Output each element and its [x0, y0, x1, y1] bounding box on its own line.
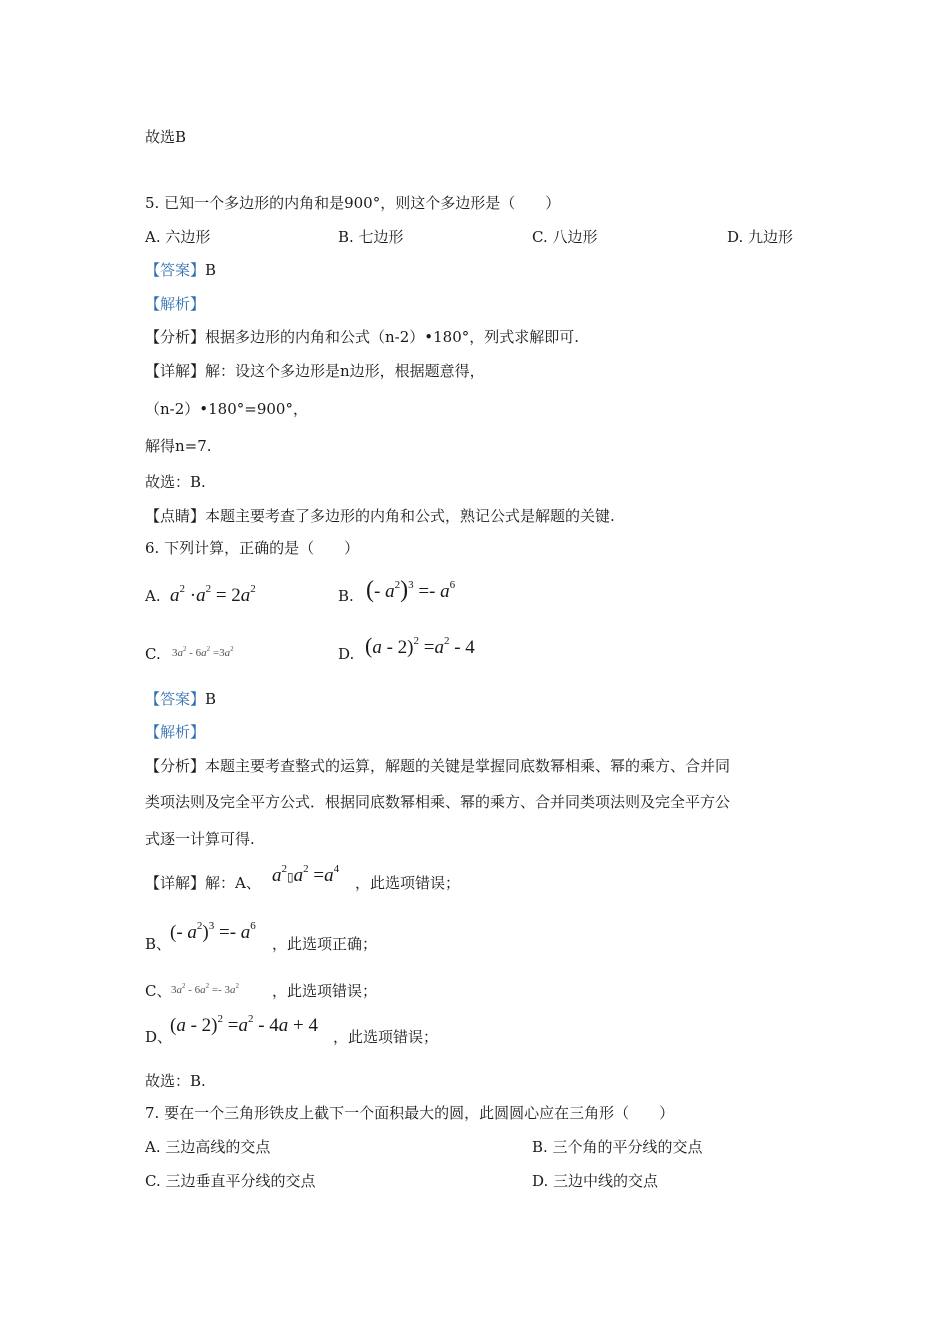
q5-conclusion: 故选：B. — [145, 473, 206, 491]
q6-xiangjie-d-pre: D、 — [145, 1028, 173, 1046]
q6-xiangjie-c-post: ，此选项错误； — [272, 982, 378, 1000]
q6-conclusion: 故选：B. — [145, 1072, 206, 1090]
q5-answer — [145, 260, 216, 280]
q5-dianjing — [145, 506, 615, 526]
q5-question: 5. 已知一个多边形的内角和是900°，则这个多边形是（ ） — [145, 194, 561, 212]
q6-label-c: C. — [145, 645, 161, 663]
q7-option-c: C. 三边垂直平分线的交点 — [145, 1172, 316, 1190]
q7-question: 7. 要在一个三角形铁皮上截下一个面积最大的圆，此圆圆心应在三角形（ ） — [145, 1104, 675, 1122]
q6-option-b-math: (- $a^2)^3 =- a^6$ — [366, 577, 456, 603]
q6-xiangjie-a-post: ，此选项错误； — [355, 874, 461, 892]
q7-option-a: A. 三边高线的交点 — [145, 1138, 271, 1156]
q6-label-d: D. — [338, 645, 355, 663]
q5-option-c: C. 八边形 — [532, 228, 598, 246]
q6-question: 6. 下列计算，正确的是（ ） — [145, 539, 360, 557]
q5-option-b: B. 七边形 — [338, 228, 404, 246]
q6-fenxi-2: 类项法则及完全平方公式．根据同底数幂相乘、幂的乘方、合并同类项法则及完全平方公 — [145, 793, 731, 811]
q5-analysis-tag: 【解析】 — [145, 295, 206, 313]
q6-xiangjie-c-pre: C、 — [145, 982, 172, 1000]
q6-xiangjie-a-math: $a^2▯a^2 =a^4$ — [272, 863, 340, 886]
fenxi-tag: 【分析】 — [145, 328, 206, 346]
q5-option-a: A. 六边形 — [145, 228, 211, 246]
answer-value: B — [205, 690, 217, 708]
q6-xiangjie-b-math: (- $a^2)^3 =- a^6$ — [170, 920, 256, 943]
q7-option-d: D. 三边中线的交点 — [532, 1172, 659, 1190]
q6-xiangjie-d-post: ，此选项错误； — [333, 1028, 439, 1046]
q5-option-d: D. 九边形 — [727, 228, 794, 246]
q6-xiangjie-b-pre: B、 — [145, 935, 172, 953]
q5-xiangjie — [145, 361, 485, 381]
q6-option-c-math: $3a^2 - 6a^2 =3a^2$ — [172, 645, 234, 659]
q6-fenxi-1 — [145, 756, 730, 776]
fenxi-tag: 【分析】 — [145, 757, 206, 775]
dianjing-tag: 【点睛】 — [145, 507, 206, 525]
answer-tag: 【答案】 — [145, 690, 206, 708]
fenxi-text: 根据多边形的内角和公式（n-2）•180°，列式求解即可. — [205, 328, 580, 346]
q5-step2: 解得n=7. — [145, 437, 212, 455]
q5-step1: （n-2）•180°=900°， — [145, 400, 308, 418]
q6-option-d-math: $(a - 2)^2 =a^2 - 4$ — [365, 633, 475, 658]
q6-xiangjie-c-math: $3a^2 - 6a^2 =- 3a^2$ — [171, 982, 240, 996]
q6-xiangjie-d-math: $(a - 2)^2 =a^2 - 4a + 4$ — [170, 1013, 318, 1036]
xiangjie-tag: 【详解】 — [145, 362, 206, 380]
q4-conclusion: 故选B — [145, 128, 187, 146]
q6-xiangjie-b-post: ，此选项正确； — [272, 935, 378, 953]
q6-fenxi-3: 式逐一计算可得. — [145, 830, 255, 848]
answer-value: B — [205, 261, 217, 279]
q6-xiangjie-a: 【详解】解：A、 — [145, 874, 261, 892]
q6-label-a: A. — [145, 587, 161, 605]
answer-tag: 【答案】 — [145, 261, 206, 279]
q6-option-a-math: $a^2 \cdot a^2 = 2a^2$ — [170, 583, 256, 606]
xiangjie-tag: 【详解】 — [145, 874, 206, 892]
q6-answer — [145, 689, 216, 709]
xiangjie-text: 解：设这个多边形是n边形，根据题意得， — [205, 362, 485, 380]
dianjing-text: 本题主要考查了多边形的内角和公式，熟记公式是解题的关键. — [205, 507, 615, 525]
q5-fenxi — [145, 327, 579, 347]
q6-label-b: B. — [338, 587, 354, 605]
fenxi-text: 本题主要考查整式的运算，解题的关键是掌握同底数幂相乘、幂的乘方、合并同 — [205, 757, 731, 775]
q7-option-b: B. 三个角的平分线的交点 — [532, 1138, 703, 1156]
q6-analysis-tag: 【解析】 — [145, 723, 206, 741]
